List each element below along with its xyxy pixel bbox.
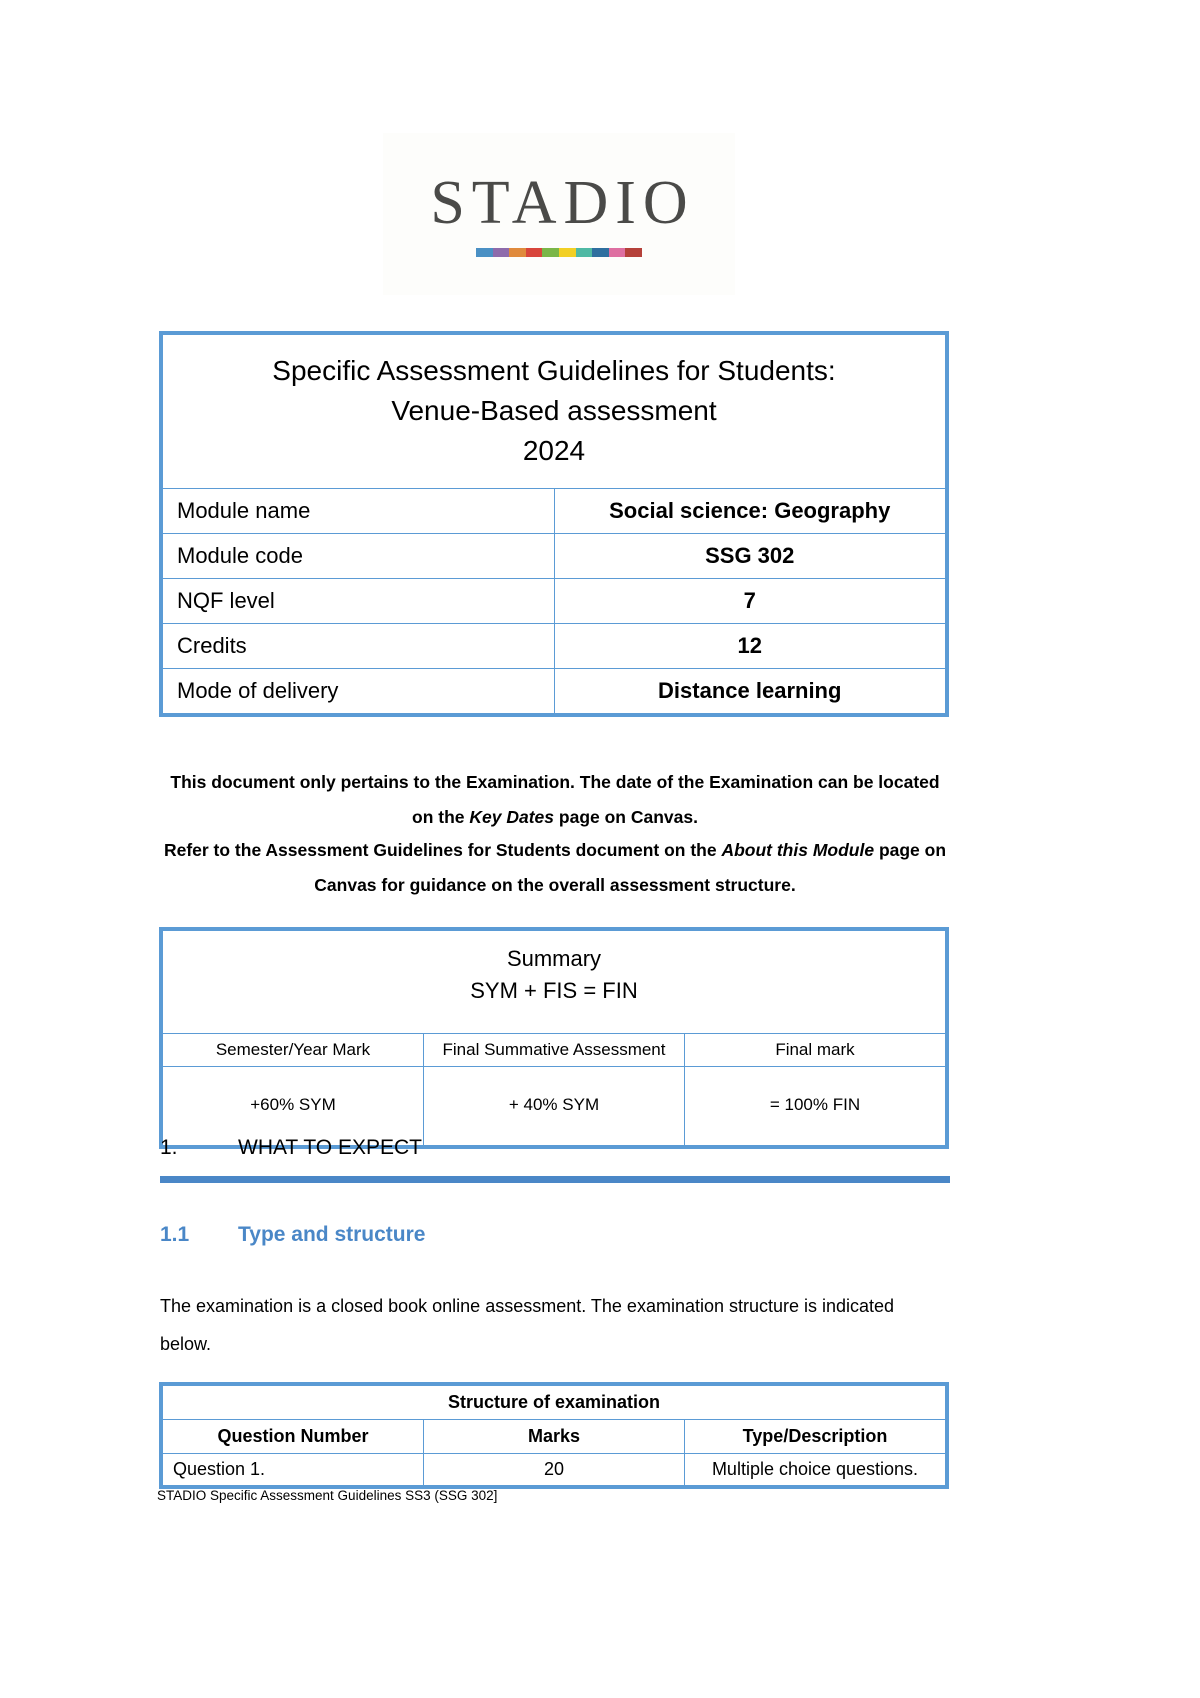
page-footer: STADIO Specific Assessment Guidelines SS3 (SSG 302] <box>157 1488 498 1503</box>
summary-heading-row <box>163 931 946 1034</box>
nqf-level-label: NQF level <box>163 579 555 624</box>
summary-value-final: = 100% FIN <box>685 1066 946 1145</box>
structure-header-question-number: Question Number <box>163 1420 424 1454</box>
section-heading-1-1 <box>160 1223 950 1247</box>
summary-formula: SYM + FIS = FIN <box>470 977 638 1003</box>
logo-color-swatch-8 <box>592 248 609 257</box>
logo-color-swatch-2 <box>493 248 510 257</box>
structure-header-row <box>163 1420 946 1454</box>
section-1-1-body: The examination is a closed book online assessment. The examination structure is indicated below. <box>160 1296 895 1354</box>
structure-header-type-description: Type/Description <box>685 1420 946 1454</box>
logo-color-swatch-7 <box>576 248 593 257</box>
about-this-module-emphasis: About this Module <box>721 840 875 860</box>
summary-col-header-fsa: Final Summative Assessment <box>424 1033 685 1066</box>
structure-row-question: Question 1. <box>163 1454 424 1486</box>
structure-row-description: Multiple choice questions. <box>685 1454 946 1486</box>
summary-value-fsa: + 40% SYM <box>424 1066 685 1145</box>
summary-col-header-final: Final mark <box>685 1033 946 1066</box>
structure-title-row <box>163 1386 946 1420</box>
table-row <box>163 669 946 714</box>
credits-label: Credits <box>163 624 555 669</box>
section-1-1-number: 1.1 <box>160 1223 190 1246</box>
intro-paragraph-2 <box>160 833 950 903</box>
section-1-1-title: Type and structure <box>238 1223 426 1246</box>
table-row <box>163 1454 946 1486</box>
module-name-label: Module name <box>163 489 555 534</box>
title-line-2: Venue-Based assessment <box>391 394 717 426</box>
module-name-value: Social science: Geography <box>554 489 946 534</box>
section-1-number: 1. <box>160 1136 178 1159</box>
summary-table <box>162 930 946 1146</box>
title-line-3: 2024 <box>522 434 586 466</box>
module-code-value: SSG 302 <box>554 534 946 579</box>
table-row <box>163 624 946 669</box>
logo-color-swatch-9 <box>609 248 626 257</box>
logo-color-bar <box>476 248 642 257</box>
table-row <box>163 579 946 624</box>
intro-2-text-b: page on Canvas for guidance on the overall assessment structure. <box>314 840 947 895</box>
logo-color-swatch-10 <box>625 248 642 257</box>
table-row <box>163 1066 946 1145</box>
summary-heading-cell <box>163 931 946 1034</box>
section-1-title: WHAT TO EXPECT <box>238 1136 422 1159</box>
summary-heading-line-1: Summary <box>506 946 602 971</box>
table-row <box>163 489 946 534</box>
structure-row-marks: 20 <box>424 1454 685 1486</box>
stadio-logo <box>383 133 735 295</box>
intro-1-text-a: This document only pertains to the Examination. The date of the Examination can be located on the <box>170 772 940 827</box>
summary-header-row <box>163 1033 946 1066</box>
logo-color-swatch-1 <box>476 248 493 257</box>
logo-color-swatch-6 <box>559 248 576 257</box>
logo-color-swatch-5 <box>542 248 559 257</box>
title-row <box>163 335 946 489</box>
key-dates-emphasis: Key Dates <box>469 807 555 827</box>
summary-col-header-semester: Semester/Year Mark <box>163 1033 424 1066</box>
module-code-label: Module code <box>163 534 555 579</box>
mode-of-delivery-label: Mode of delivery <box>163 669 555 714</box>
document-title-cell <box>163 335 946 489</box>
intro-paragraph-1 <box>160 765 950 835</box>
summary-value-semester: +60% SYM <box>163 1066 424 1145</box>
structure-header-marks: Marks <box>424 1420 685 1454</box>
intro-2-text-a: Refer to the Assessment Guidelines for Students document on the <box>163 840 722 860</box>
mode-of-delivery-value: Distance learning <box>554 669 946 714</box>
section-heading-1 <box>160 1136 950 1160</box>
section-1-rule <box>160 1176 950 1183</box>
nqf-level-value: 7 <box>554 579 946 624</box>
structure-of-examination-table <box>162 1385 946 1486</box>
title-line-1: Specific Assessment Guidelines for Students: <box>272 355 836 386</box>
intro-1-text-b: page on Canvas. <box>554 807 698 827</box>
logo-color-swatch-4 <box>526 248 543 257</box>
module-info-table <box>162 334 946 714</box>
logo-wordmark: STADIO <box>430 168 695 237</box>
structure-table-title: Structure of examination <box>163 1386 946 1420</box>
table-row <box>163 534 946 579</box>
credits-value: 12 <box>554 624 946 669</box>
logo-color-swatch-3 <box>509 248 526 257</box>
